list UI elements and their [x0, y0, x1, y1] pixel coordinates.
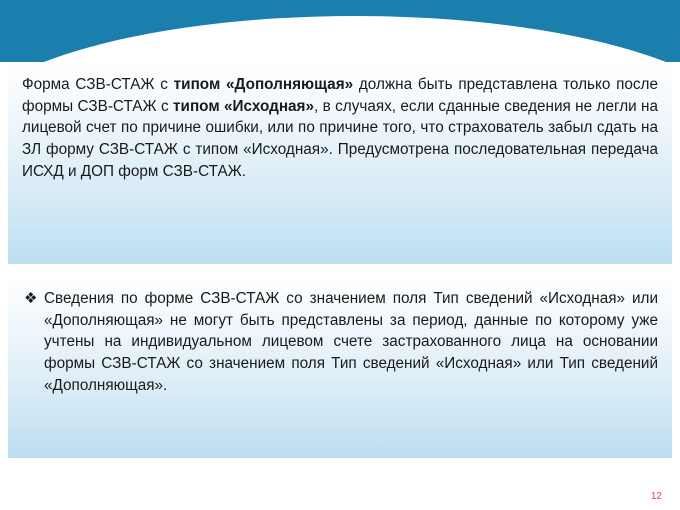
- bullet-icon: ❖: [24, 290, 38, 307]
- paragraph-dopolnyayushchaya: [22, 74, 658, 183]
- body-text: Форма СЗВ-СТАЖ с: [22, 76, 174, 93]
- content-block-1: [8, 64, 672, 264]
- paragraph-text: [44, 290, 658, 394]
- page-number: 12: [650, 491, 662, 502]
- banner-wave-white: [0, 16, 680, 62]
- paragraph-svedeniya-period: [24, 288, 658, 397]
- body-text: Сведения по форме СЗВ-СТАЖ со значением поля Тип сведений «Исходная» или «Дополняющая» не могут быть представлены за период, данные по которому уже учтены на индивидуальном лицевом счете застрахованного лица на основании формы СЗВ-СТАЖ со значением поля Тип сведений «Исходная» или Тип сведений «Дополняющая».: [44, 290, 658, 394]
- content-block-2: [8, 278, 672, 458]
- emphasis-text: типом «Дополняющая»: [173, 76, 354, 93]
- header-banner: [0, 0, 680, 62]
- emphasis-text: типом «Исходная»: [173, 97, 314, 115]
- body-text: , в случаях, если сданные сведения не легли на лицевой счет по причине ошибки, или по причине того, что страхователь забыл сдать на ЗЛ форму СЗВ-СТАЖ с типом «Исходная». Предусмотрена последовательная передача ИСХД и ДОП форм СЗВ-СТАЖ.: [22, 97, 659, 180]
- body-text: должна быть представлена только после формы СЗВ-СТАЖ с: [22, 76, 658, 115]
